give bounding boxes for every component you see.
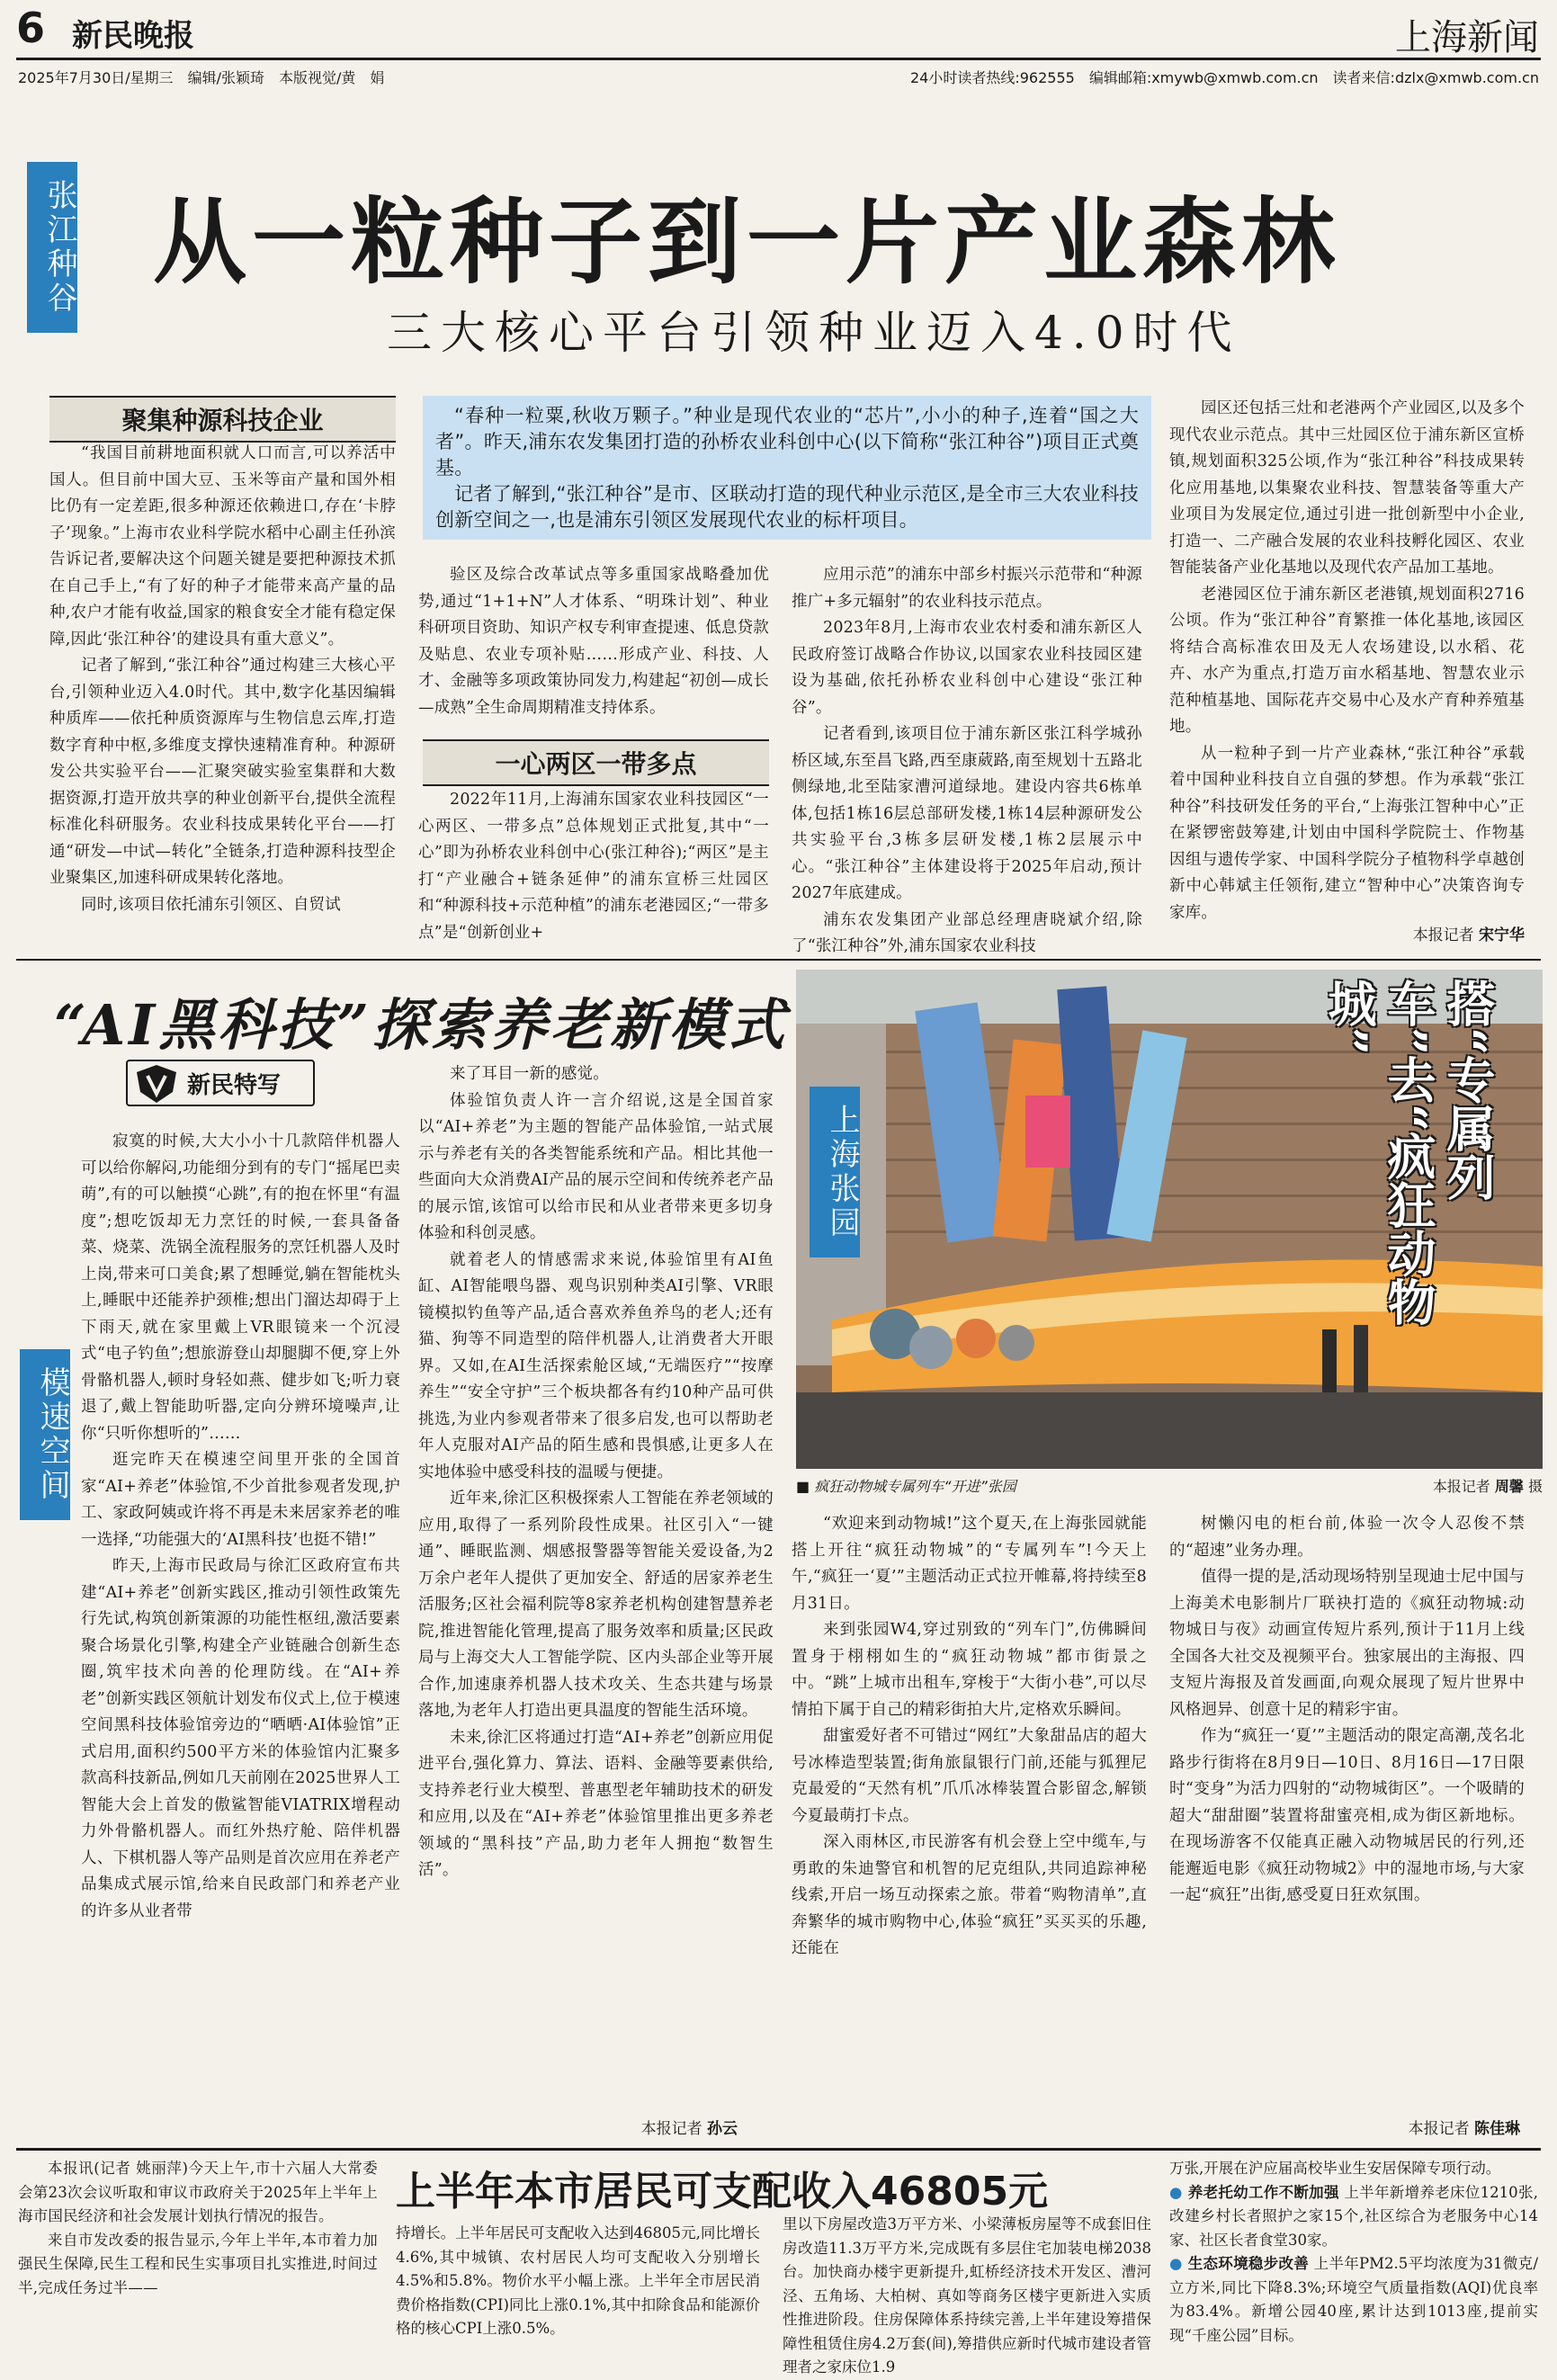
story1-subheading-2: 一心两区一带多点 — [423, 739, 769, 786]
masthead — [0, 0, 1557, 90]
story4-heading-1 — [18, 2222, 19, 2223]
story4-col4a: 万张,开展在沪应届高校毕业生安居保障专项行动。 — [1169, 2160, 1501, 2177]
story1-headline: 从一粒种子到一片产业森林 — [153, 187, 1341, 297]
story4-p4: 上半年PM2.5平均浓度为31微克/立方米,同比下降8.3%;环境空气质量指数(AQI)优良率为83.4%。新增公园40座,累计达到1013座,提前实现“千座公园”目标。 — [1169, 2255, 1539, 2344]
story3-col1: “欢迎来到动物城!”这个夏天,在上海张园就能搭上开往“疯狂动物城”的“专属列车”!今天上午,“疯狂一‘夏’”主题活动正式拉开帷幕,将持续至8月31日。 来到张园W4,穿过别致的“列车门”,仿佛瞬间置身于栩栩如生的“疯狂动物城”都市街景之中。“跳”上城市出租车,穿梭于“大街小巷”,可以尽情拍下属于自己的精彩街拍大片,定格欢乐瞬间。 甜蜜爱好者不可错过“网红”大象甜品店的超大号冰棒造型装置;街角旅鼠银行门前,还能与狐狸尼克最爱的“天然有机”爪爪冰棒装置合影留念,解锁今夏最萌打卡点。 深入雨林区,市民游客有机会登上空中缆车,与勇敢的朱迪警官和机智的尼克组队,共同追踪神秘线索,开启一场互动探索之旅。带着“购物清单”,直奔繁华的城市购物中心,体验“疯狂”买买买的乐趣,还能在 — [792, 1515, 1147, 1957]
byline-name: 孙云 — [707, 2120, 738, 2138]
byline-label: 本报记者 — [1408, 2120, 1470, 2138]
story1-col3: 应用示范”的浦东中部乡村振兴示范带和“种源推广+多元辐射”的农业科技示范点。 2023年8月,上海市农业农村委和浦东新区人民政府签订战略合作协议,以国家农业科技园区建设为基础,依托孙桥农业科创中心建设“张江种谷”。 记者看到,该项目位于浦东新区张江科学城孙桥区域,东至昌飞路,西至康葳路,南至规划十五路北侧绿地,北至陆家漕河道绿地。建设内容共6栋单体,包括1栋16层总部研发楼,1栋14层种源研发公共实验平台,3栋多层研发楼,1栋2层展示中心。“张江种谷”主体建设将于2025年启动,预计2027年底建成。 浦东农发集团产业部总经理唐晓斌介绍,除了“张江种谷”外,浦东国家农业科技 — [792, 566, 1142, 955]
byline-name: 陈佳琳 — [1474, 2120, 1520, 2138]
story2-col1: 寂寞的时候,大大小小十几款陪伴机器人可以给你解闷,功能细分到有的专门“摇尾巴卖萌”,有的可以触摸“心跳”,有的抱在怀里“有温度”;想吃饭却无力烹饪的时候,一套具备备菜、烧菜、洗锅全流程服务的烹饪机器人及时上岗,带来可口美食;累了想睡觉,躺在智能枕头上,睡眠中还能养护颈椎;想出门溜达却碍于上下雨天,就在家里戴上VR眼镜来一个沉浸式“电子钓鱼”;想旅游登山却腿脚不便,穿上外骨骼机器人,顿时身轻如燕、健步如飞;听力衰退了,戴上智能助听器,定向分辨环境噪声,让你“只听你想听的”…… 逛完昨天在模速空间里开张的全国首家“AI+养老”体验馆,不少首批参观者发现,护工、家政阿姨或许将不再是未来居家养老的唯一选择,“功能强大的‘AI黑科技’也挺不错!” 昨天,上海市民政局与徐汇区政府宣布共建“AI+养老”创新实践区,推动引领性政策先行先试,构筑创新策源的功能性枢纽,激活要素聚合场景化引擎,构建全产业链融合创新生态圈,筑牢技术向善的伦理防线。在“AI+养老”创新实践区领航计划发布仪式上,位于模速空间黑科技体验馆旁边的“晒晒·AI体验馆”正式启用,面积约500平方米的体验馆内汇聚多款高科技新品,例如几天前刚在2025世界人工智能大会上首发的傲鲨智能VIATRIX增程动力外骨骼机器人。而红外热疗舱、陪伴机器人、下棋机器人等产品则是首次应用在养老产品集成式展示馆,给来自民政部门和养老产业的许多从业者带 — [81, 1132, 400, 1920]
hotline-line: 24小时读者热线:962555 编辑邮箱:xmywb@xmwb.com.cn 读者来信:dzlx@xmwb.com.cn — [909, 69, 1539, 86]
story4-col3-text: 里以下房屋改造3万平方米、小梁薄板房屋等不成套旧住房改造11.3万平方米,完成既有多层住宅加装电梯2038台。加快商办楼宇更新提升,虹桥经济技术开发区、漕河泾、五角场、大柏树、真如等商务区楼宇更新进入实质性推进阶段。住房保障体系持续完善,上半年建设筹措保障性租赁住房4.2万套(间),筹措供应新时代城市建设者管理者之家床位1.9 — [783, 2215, 1151, 2376]
story1-subheading-1: 聚集种源科技企业 — [49, 396, 396, 443]
story4-col4 — [1169, 2157, 1539, 2344]
photo-credit-name: 周馨 — [1494, 1478, 1524, 1495]
section-name: 上海新闻 — [1395, 17, 1539, 58]
story1-col1: “我国目前耕地面积就人口而言,可以养活中国人。但目前中国大豆、玉米等亩产量和国外相比仍有一定差距,很多种源还依赖进口,存在‘卡脖子’现象。”上海市农业科学院水稻中心副主任孙滨告诉记者,要解决这个问题关键是要把种源技术抓在自己手上,“有了好的种子才能带来高产量的品种,农户才能有收益,国家的粮食安全才能有稳定保障,因此‘张江种谷’的建设具有重大意义”。 记者了解到,“张江种谷”通过构建三大核心平台,引领种业迈入4.0时代。其中,数字化基因编辑种质库——依托种质资源库与生物信息云库,打造数字育种中枢,多维度支撑快速精准育种。种源研发公共实验平台——汇聚突破实验室集群和大数据资源,打造开放共享的种业创新平台,提供全流程标准化科研服务。农业科技成果转化平台——打通“研发—中试—转化”全链条,打造种源科技型企业聚集区,加速科研成果转化落地。 同时,该项目依托浦东引领区、自贸试 — [49, 444, 396, 914]
story1-col2: 验区及综合改革试点等多重国家战略叠加优势,通过“1+1+N”人才体系、“明珠计划”、种业科研项目资助、知识产权专利审查提速、低息贷款及贴息、农业专项补贴……形成产业、科技、人才、金融等多项政策协同发力,构建起“初创—成长—成熟”全生命周期精准支持体系。 — [418, 566, 769, 717]
square-icon: ■ — [796, 1478, 815, 1495]
story4-heading-3: ● 养老托幼工作不断加强 — [1169, 2184, 1339, 2201]
story2-headline: “AI黑科技”探索养老新模式 — [54, 992, 788, 1058]
story1-lead: “春种一粒粟,秋收万颗子。”种业是现代农业的“芯片”,小小的种子,连着“国之大者”。昨天,浦东农发集团打造的孙桥农业科创中心(以下简称“张江种谷”)项目正式奠基。 记者了解到,“张江种谷”是市、区联动打造的现代种业示范区,是全市三大农业科技创新空间之一,也是浦东引领区发展现代农业的标杆项目。 — [435, 405, 1139, 531]
story1-lead-box — [423, 396, 1151, 540]
story3-headline: 搭“专属列车”去“疯狂动物城” — [1320, 979, 1497, 1327]
story3-caption-bar — [796, 1475, 1543, 1496]
page-number: 6 — [16, 4, 46, 52]
story1-col2b: 2022年11月,上海浦东国家农业科技园区“一心两区、一带多点”总体规划正式批复,其中“一心”即为孙桥农业科创中心(张江种谷);“两区”是主打“产业融合+链条延伸”的浦东宣桥三灶园区和“种源科技+示范种植”的浦东老港园区;“一带多点”是“创新创业+ — [418, 791, 769, 942]
rule — [16, 58, 1541, 60]
story3-photo — [796, 970, 1543, 1469]
story3-byline — [1169, 2116, 1520, 2138]
story2-col2: 来了耳目一新的感觉。 体验馆负责人许一言介绍说,这是全国首家以“AI+养老”为主题的智能产品体验馆,一站式展示与养老有关的各类智能系统和产品。相比其他一些面向大众消费AI产品的展示空间和传统养老产品的展示馆,该馆可以给市民和从业者带来更多切身体验和科创灵感。 就着老人的情感需求来说,体验馆里有AI鱼缸、AI智能喂鸟器、观鸟识别种类AI引擎、VR眼镜模拟钓鱼等产品,适合喜欢养鱼养鸟的老人;还有猫、狗等不同造型的陪伴机器人,让消费者大开眼界。又如,在AI生活探索舱区域,“无端医疗”“按摩养生”“安全守护”三个板块都各有约10种产品可供挑选,为业内参观者带来了很多启发,也可以帮助老年人克服对AI产品的陌生感和畏惧感,让更多人在实地体验中感受科技的温暖与便捷。 近年来,徐汇区积极探索人工智能在养老领域的应用,取得了一系列阶段性成果。社区引入“一键通”、睡眠监测、烟感报警器等智能关爱设备,为2万余户老年人提供了更加安全、舒适的居家养老生活服务;区社会福利院等8家养老机构创建智慧养老院,推进智能化管理,提高了服务效率和质量;区民政局与上海交大人工智能学院、区内头部企业等开展合作,加速康养机器人技术攻关、生态共建与场景落地,为老年人打造出更具温度的智能生活环境。 未来,徐汇区将通过打造“AI+养老”创新应用促进平台,强化算力、算法、语料、金融等要素供给,支持养老行业大模型、普惠型老年辅助技术的研发和应用,以及在“AI+养老”体验馆里推出更多养老领域的“黑科技”产品,助力老年人拥抱“数智生活”。 — [418, 1065, 774, 1879]
photo-credit-suffix: 摄 — [1527, 1478, 1543, 1495]
story4-col3 — [783, 2213, 1151, 2376]
story4-heading-4: ● 生态环境稳步改善 — [1169, 2255, 1309, 2272]
story2-byline — [418, 2116, 738, 2138]
story4-col1-tail — [18, 2222, 19, 2223]
byline-label: 本报记者 — [640, 2120, 702, 2138]
date-line: 2025年7月30日/星期三 编辑/张颖琦 本版视觉/黄 娟 — [18, 69, 385, 86]
byline-label: 本报记者 — [1412, 926, 1474, 944]
section-divider — [16, 959, 1541, 961]
story3-tag: 上海张园 — [810, 1087, 860, 1257]
section-divider — [16, 2148, 1541, 2151]
photo-caption: 疯狂动物城专属列车“开进”张园 — [814, 1478, 1016, 1495]
story4-p3: 上半年新增养老床位1210张,改建乡村长者照护之家15个,社区综合为老服务中心14家、社区长者食堂30家。 — [1169, 2183, 1539, 2249]
story1-subhead: 三大核心平台引领种业迈入4.0时代 — [387, 307, 1241, 359]
photo-credit-label: 本报记者 — [1432, 1478, 1490, 1495]
newspaper-name: 新民晚报 — [72, 18, 194, 54]
story4-col2-text: 持增长。上半年居民可支配收入达到46805元,同比增长4.6%,其中城镇、农村居民人均可支配收入分别增长4.5%和5.8%。物价水平小幅上涨。上半年全市居民消费价格指数(CPI)同比上涨0.1%,其中扣除食品和能源价格的核心CPI上涨0.5%。 — [396, 2224, 760, 2337]
story2-badge — [126, 1060, 315, 1106]
story2-tag: 模速空间 — [20, 1349, 70, 1520]
story4-col2 — [396, 2222, 760, 2337]
story1-byline — [1169, 922, 1525, 944]
byline-name: 宋宁华 — [1479, 926, 1525, 944]
story3-col2: 树懒闪电的柜台前,体验一次令人忍俊不禁的“超速”业务办理。 值得一提的是,活动现场特别呈现迪士尼中国与上海美术电影制片厂联袂打造的《疯狂动物城:动物城日与夜》动画宣传短片系列,预计于11月上线全国各大社交及视频平台。独家展出的主海报、四支短片海报及首发画面,向观众展现了短片世界中风格迥异、创意十足的精彩宇宙。 作为“疯狂一‘夏’”主题活动的限定高潮,茂名北路步行街将在8月9日—10日、8月16日—17日限时“变身”为活力四射的“动物城街区”。一个吸睛的超大“甜甜圈”装置将甜蜜亮相,成为街区新地标。在现场游客不仅能真正融入动物城居民的行列,还能邂逅电影《疯狂动物城2》中的湿地市场,与大家一起“疯狂”出街,感受夏日狂欢氛围。 — [1169, 1515, 1525, 1904]
shield-logo-icon — [131, 1061, 182, 1105]
story1-col4: 园区还包括三灶和老港两个产业园区,以及多个现代农业示范点。其中三灶园区位于浦东新区宣桥镇,规划面积325公顷,作为“张江种谷”科技成果转化应用基地,以集聚农业科技、智慧装备等重大产业项目为发展定位,通过引进一批创新型中小企业,打造一、二产融合发展的农业科技孵化园区、农业智能装备产业化基地以及现代农产品加工基地。 老港园区位于浦东新区老港镇,规划面积2716公顷。作为“张江种谷”育繁推一体化基地,该园区将结合高标准农田及无人农场建设,以水稻、花卉、水产为重点,打造万亩水稻基地、智慧农业示范种植基地、国际花卉交易中心及水产育种养殖基地。 从一粒种子到一片产业森林,“张江种谷”承载着中国种业科技自立自强的梦想。作为承载“张江种谷”科技研发任务的平台,“上海张江智种中心”正在紧锣密鼓筹建,计划由中国科学院院士、作物基因组与遗传学家、中国科学院分子植物科学卓越创新中心韩斌主任领衔,建立“智种中心”决策咨询专家库。 — [1169, 399, 1525, 922]
story1-tag: 张江种谷 — [27, 162, 77, 333]
story4-intro: 本报讯(记者 姚丽萍)今天上午,市十六届人大常委会第23次会议听取和审议市政府关于2025年上半年上海市国民经济和社会发展计划执行情况的报告。 来自市发改委的报告显示,今年上半年,本市着力加强民生保障,民生工程和民生实事项目扎实推进,时间过半,完成任务过半—— — [18, 2160, 378, 2296]
story4-headline: 上半年本市居民可支配收入46805元 — [396, 2169, 1049, 2214]
badge-label: 新民特写 — [187, 1071, 282, 1099]
